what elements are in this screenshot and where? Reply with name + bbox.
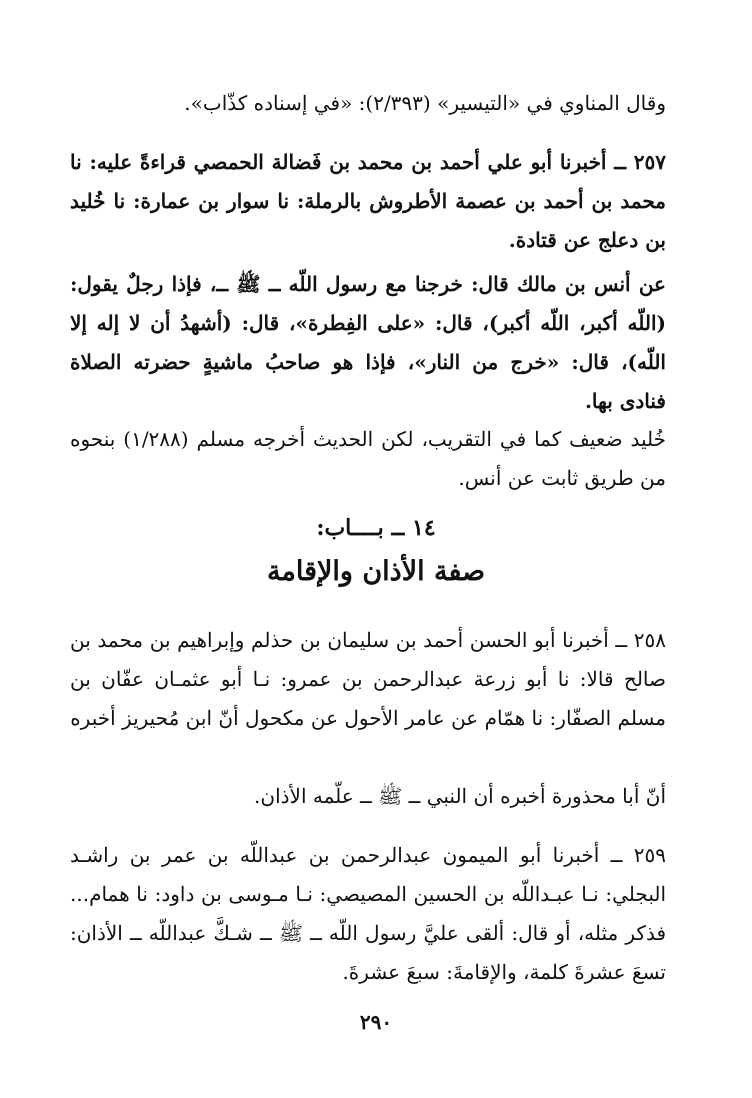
hadith-257-isnad — [70, 143, 666, 260]
hadith-258-matn: أنّ أبا محذورة أخبره أن النبي ــ ﷺ ــ علّمه الأذان. — [254, 784, 666, 808]
hadith-257-comment: خُليد ضعيف كما في التقريب، لكن الحديث أخرجه مسلم (١/٢٨٨) بنحوه من طريق ثابت عن أنس. — [70, 427, 667, 490]
hadith-257-isnad-text: ٢٥٧ ــ أخبرنا أبو علي أحمد بن محمد بن فَضالة الحمصي قراءةً عليه: نا محمد بن أحمد بن عصمة الأطروش بالرملة: نا سوار بن عمارة: نا خُليد بن دعلج عن قتادة. — [70, 150, 666, 252]
chapter-number: ١٤ ــ بــــاب: — [316, 515, 436, 541]
page-number: ٢٩٠ — [359, 1010, 393, 1034]
hadith-257-matn: عن أنس بن مالك قال: خرجنا مع رسول اللّه ــ ﷺ ــ، فإذا رجلٌ يقول: (اللّه أكبر، اللّه أكبر)، قال: «على الفِطرة»، قال: (أشهدُ أن لا إله إلا اللّه)، قال: «خرج من النار»، فإذا هو صاحبُ ماشيةٍ حضرته الصلاة فنادى بها. — [70, 272, 666, 413]
note-line: وقال المناوي في «التيسير» (٢/٣٩٣): «في إسناده كذّاب». — [184, 91, 666, 115]
chapter-title: صفة الأذان والإقامة — [266, 556, 486, 587]
hadith-259-isnad: ٢٥٩ ــ أخبرنا أبو الميمون عبدالرحمن بن عبداللّه بن عمر بن راشـد البجلي: نـا عبـداللّه بن الحسين المصيصي: نـا مـوسى بن داود: نا همام... فذكر مثله، أو قال: ألقى عليَّ رسول اللّه ــ ﷺ ــ شـكَّ عبداللّه ــ الأذان: تسعَ عشرةَ كلمة، والإقامةَ: سبعَ عشرةَ. — [70, 843, 666, 984]
hadith-258-isnad: ٢٥٨ ــ أخبرنا أبو الحسن أحمد بن سليمان بن حذلم وإبراهيم بن محمد بن صالح قالا: نا أبو زرعة عبدالرحمن بن عمرو: نـا أبو عثمـان عفّان بن مسلم الصفّار: نا همّام عن عامر الأحول عن مكحول أنّ ابن مُحيريز أخبره — [70, 628, 666, 730]
